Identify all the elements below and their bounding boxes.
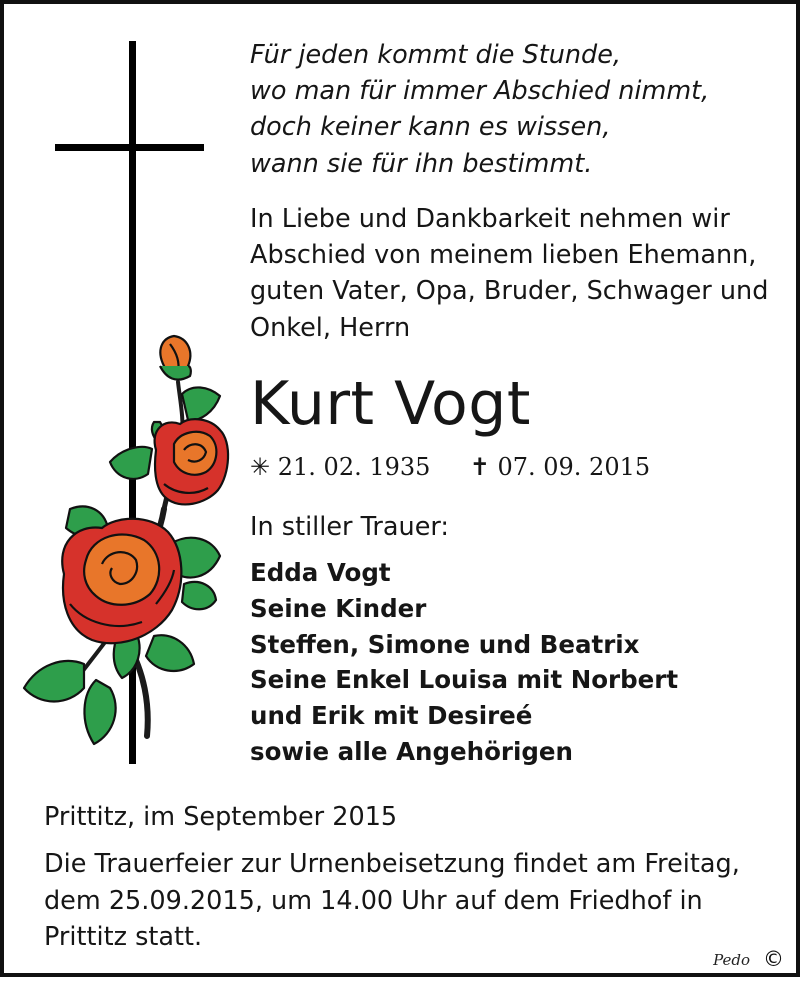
leaf-icon bbox=[146, 635, 194, 671]
mourner-line: und Erik mit Desireé bbox=[250, 701, 533, 731]
intro-text bbox=[250, 201, 780, 346]
rose-flower-icon bbox=[155, 419, 228, 504]
mourner-line: Seine Enkel Louisa mit Norbert bbox=[250, 665, 679, 695]
leaf-icon bbox=[84, 680, 115, 744]
funeral-info bbox=[44, 846, 764, 956]
birth-date: 21. 02. 1935 bbox=[277, 453, 431, 481]
mourner-line: Steffen, Simone und Beatrix bbox=[250, 629, 640, 659]
mourner-line: Edda Vogt bbox=[250, 558, 391, 587]
leaf-icon bbox=[182, 387, 220, 420]
poem-verse bbox=[250, 37, 780, 182]
artist-signature: Pedo bbox=[713, 951, 750, 969]
funeral-line: Die Trauerfeier zur Urnenbeisetzung findet am Freitag, bbox=[44, 849, 740, 879]
poem-line: doch keiner kann es wissen, bbox=[250, 112, 611, 143]
leaf-icon bbox=[24, 661, 84, 702]
deceased-name: Kurt Vogt bbox=[250, 369, 531, 439]
rose-flower-icon bbox=[62, 519, 181, 644]
poem-line: wann sie für ihn bestimmt. bbox=[250, 148, 593, 179]
mourner-line: Seine Kinder bbox=[250, 593, 427, 623]
life-dates bbox=[250, 451, 650, 483]
mourning-label: In stiller Trauer: bbox=[250, 512, 450, 542]
death-date: 07. 09. 2015 bbox=[497, 453, 651, 481]
funeral-line: dem 25.09.2015, um 14.00 Uhr auf dem Friedhof in bbox=[44, 885, 703, 916]
copyright-icon: © bbox=[763, 947, 784, 971]
rose-bud-icon bbox=[160, 336, 191, 380]
funeral-line: Prittitz statt. bbox=[44, 922, 203, 952]
leaf-icon bbox=[182, 582, 216, 609]
mourner-line: sowie alle Angehörigen bbox=[250, 736, 573, 766]
poem-line: Für jeden kommt die Stunde, bbox=[250, 40, 622, 70]
birth-star-icon: ✳ bbox=[250, 453, 271, 481]
intro-line: Onkel, Herrn bbox=[250, 312, 411, 343]
place-and-date: Prittitz, im September 2015 bbox=[44, 802, 398, 832]
death-cross-icon: ✝ bbox=[469, 453, 490, 481]
intro-line: guten Vater, Opa, Bruder, Schwager und bbox=[250, 276, 769, 307]
mourners-list bbox=[250, 555, 780, 770]
intro-line: Abschied von meinem lieben Ehemann, bbox=[250, 240, 757, 271]
intro-line: In Liebe und Dankbarkeit nehmen wir bbox=[250, 204, 730, 234]
leaf-icon bbox=[110, 447, 152, 479]
poem-line: wo man für immer Abschied nimmt, bbox=[250, 76, 710, 107]
